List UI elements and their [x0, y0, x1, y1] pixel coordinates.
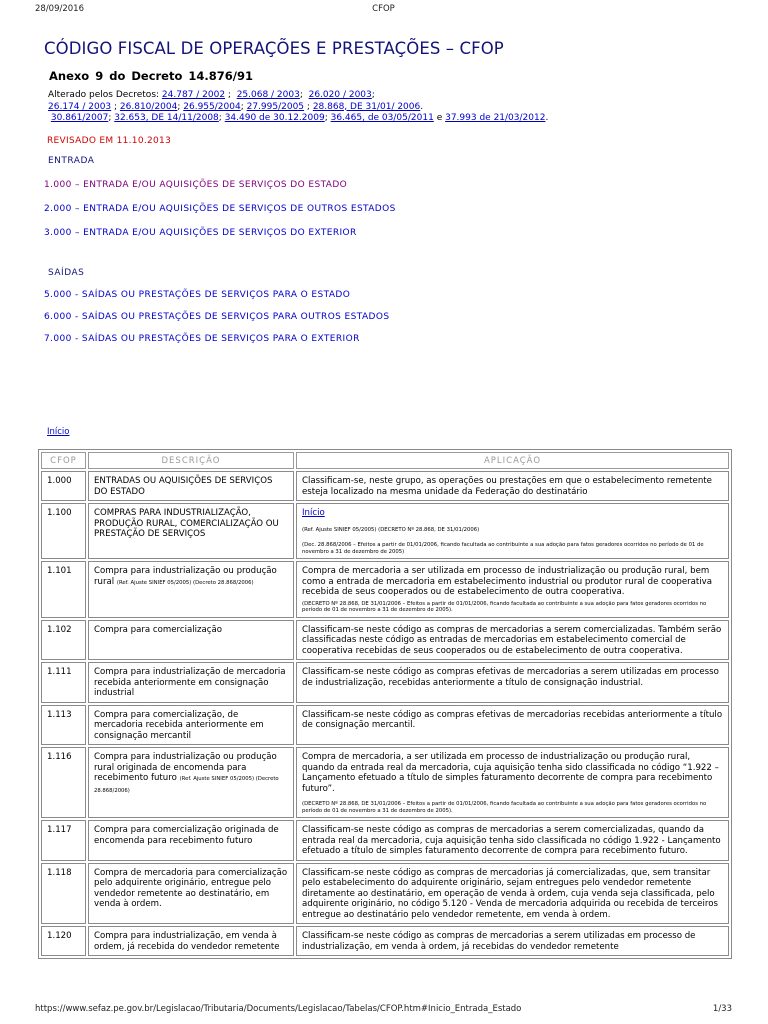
amendments-line-3: 30.861/2007; 32.653, DE 14/11/2008; 34.490 de 30.12.2009; 36.465, de 03/05/2011 e 37.993 de 21/03/2012.: [50, 113, 549, 123]
cfop-code: 1.000: [41, 471, 86, 501]
table-row: [41, 503, 729, 559]
cfop-description: [88, 561, 294, 618]
cfop-application: [296, 503, 729, 559]
annex-line: Anexo 9 do Decreto 14.876/91: [49, 69, 253, 83]
legal-note: (Ref. Ajuste SINIEF 05/2005) (DECRETO Nº 28.868, DE 31/01/2006): [302, 526, 480, 533]
cfop-description: Compra para comercialização: [88, 620, 294, 661]
cfop-code: 1.118: [41, 863, 86, 925]
column-header-cfop: CFOP: [41, 452, 86, 469]
amendment-link[interactable]: 28.868, DE 31/01/ 2006: [312, 101, 421, 112]
cfop-application: Classificam-se, neste grupo, as operações ou prestações em que o estabelecimento remetente esteja localizado na mesma unidade da Federação do destinatário: [296, 471, 729, 501]
cfop-application: Classificam-se neste código as compras efetivas de mercadorias recebidas anteriormente a título de consignação mercantil.: [296, 705, 729, 746]
amendments-block: [48, 90, 738, 125]
document-title: CÓDIGO FISCAL DE OPERAÇÕES E PRESTAÇÕES – CFOP: [44, 39, 504, 58]
cfop-application: Classificam-se neste código as compras de mercadorias a serem utilizadas em processo de industrialização, em venda à ordem, já recebidas do vendedor remetente: [296, 926, 729, 956]
inicio-link[interactable]: Início: [47, 427, 70, 437]
entrada-link-2000: [44, 204, 396, 214]
description-text: Compra para industrialização ou produção rural: [94, 566, 277, 587]
cfop-code: 1.100: [41, 503, 86, 559]
table-row: [41, 820, 729, 861]
amendment-link[interactable]: 30.861/2007: [50, 113, 109, 123]
saidas-link[interactable]: 6.000 - SAÍDAS OU PRESTAÇÕES DE SERVIÇOS PARA OUTROS ESTADOS: [44, 312, 390, 322]
amendment-link[interactable]: 36.465, de 03/05/2011: [330, 113, 434, 123]
print-page-number: 1/33: [712, 1004, 732, 1014]
amendments-line-1: Alterado pelos Decretos: 24.787 / 2002 ; 25.068 / 2003; 26.020 / 2003;: [48, 90, 375, 100]
legal-note: (Ref. Ajuste SINIEF 05/2005) (Decreto 28.868/2006): [116, 579, 254, 586]
print-url: https://www.sefaz.pe.gov.br/Legislacao/Tributaria/Documents/Legislacao/Tabelas/CFOP.htm#Inicio_Entrada_Estado: [35, 1004, 522, 1014]
cfop-code: 1.101: [41, 561, 86, 618]
amendment-link[interactable]: 27.995/2005: [246, 101, 305, 112]
cfop-description: Compra para industrialização de mercadoria recebida anteriormente em consignação industrial: [88, 662, 294, 703]
table-row: [41, 471, 729, 501]
entrada-link[interactable]: 1.000 – ENTRADA E/OU AQUISIÇÕES DE SERVIÇOS DO ESTADO: [44, 180, 348, 190]
amendment-link[interactable]: 25.068 / 2003: [236, 90, 300, 100]
saidas-link[interactable]: 7.000 - SAÍDAS OU PRESTAÇÕES DE SERVIÇOS PARA O EXTERIOR: [44, 334, 360, 344]
amendments-line-2: 26.174 / 2003 ; 26.810/2004; 26.955/2004; 27.995/2005 ; 28.868, DE 31/01/ 2006.: [48, 101, 424, 112]
amendment-link[interactable]: 34.490 de 30.12.2009: [224, 113, 325, 123]
entrada-link[interactable]: 3.000 – ENTRADA E/OU AQUISIÇÕES DE SERVIÇOS DO EXTERIOR: [44, 228, 357, 238]
cfop-description: COMPRAS PARA INDUSTRIALIZAÇÃO, PRODUÇÃO RURAL, COMERCIALIZAÇÃO OU PRESTAÇÃO DE SERVIÇOS: [88, 503, 294, 559]
legal-note: (DECRETO Nº 28.868, DE 31/01/2006 – Efeitos a partir de 01/01/2006, ficando facultada ao contribuinte a sua adoção para fatos geradores ocorridos no período de 01 de novembro a 31 de dezembro de 2005).: [302, 600, 707, 613]
inicio-anchor: [47, 427, 70, 437]
saidas-link-6000: [44, 312, 389, 322]
cfop-application: [296, 561, 729, 618]
cfop-code: 1.116: [41, 747, 86, 818]
entrada-link-3000: [44, 228, 357, 238]
entrada-heading: ENTRADA: [48, 156, 95, 166]
table-row: [41, 561, 729, 618]
cfop-description: Compra para industrialização, em venda à ordem, já recebida do vendedor remetente: [88, 926, 294, 956]
legal-note: (Dec. 28.868/2006 – Efeitos a partir de 01/01/2006, ficando facultada ao contribuinte a sua adoção para fatos geradores ocorridos no período de 01 de novembro a 31 de dezembro de 2005): [302, 542, 704, 555]
print-page-title: CFOP: [372, 4, 395, 14]
amendment-link[interactable]: 26.955/2004: [183, 101, 241, 112]
table-row: [41, 705, 729, 746]
cfop-table: [38, 449, 732, 959]
print-date: 28/09/2016: [35, 4, 84, 14]
cfop-application: Classificam-se neste código as compras de mercadorias a serem comercializadas, quando da entrada real da mercadoria, cuja aquisição tenha sido classificada no código 1.922 - Lançamento efetuado a título de simples faturamento decorrente de compra para recebimento futuro.: [296, 820, 729, 861]
revised-date: REVISADO EM 11.10.2013: [47, 136, 172, 146]
cfop-code: 1.117: [41, 820, 86, 861]
saidas-heading: SAÍDAS: [48, 268, 85, 278]
print-footer: [35, 1004, 732, 1018]
amendment-link[interactable]: 37.993 de 21/03/2012: [445, 113, 546, 123]
cfop-application: Classificam-se neste código as compras efetivas de mercadorias a serem utilizadas em processo de industrialização, recebidas anteriormente a título de consignação industrial.: [296, 662, 729, 703]
amendment-link[interactable]: 32.653, DE 14/11/2008: [114, 113, 219, 123]
description-text: Compra para industrialização ou produção rural originada de encomenda para recebimento futuro: [94, 752, 277, 783]
amendment-link[interactable]: 26.020 / 2003: [308, 90, 372, 100]
inicio-link[interactable]: Início: [302, 508, 325, 518]
application-text: Compra de mercadoria, a ser utilizada em processo de industrialização ou produção rural, quando da entrada real da mercadoria, cuja aquisição tenha sido classificada no código “1.922 – Lançamento efetuado a título de simples faturamento decorrente de compra para recebimento futuro”.: [302, 752, 719, 794]
table-row: [41, 863, 729, 925]
table-row: [41, 926, 729, 956]
amendments-label: Alterado pelos Decretos:: [48, 90, 162, 100]
saidas-link[interactable]: 5.000 - SAÍDAS OU PRESTAÇÕES DE SERVIÇOS PARA O ESTADO: [44, 290, 351, 300]
column-header-descricao: DESCRIÇÃO: [88, 452, 294, 469]
amendment-link[interactable]: 26.174 / 2003: [48, 101, 112, 112]
saidas-link-7000: [44, 334, 360, 344]
cfop-description: [88, 747, 294, 818]
cfop-application: [296, 747, 729, 818]
print-header: [35, 4, 732, 18]
legal-note: (Ref. Ajuste SINIEF 05/2005) (Decreto 28.868/2006): [94, 776, 279, 794]
cfop-application: Classificam-se neste código as compras de mercadorias a serem comercializadas. Também serão classificadas neste código as entradas de mercadorias em estabelecimento comercial de cooperativa recebidas de seus cooperados ou de estabelecimento de outra cooperativa.: [296, 620, 729, 661]
amendment-link[interactable]: 26.810/2004: [119, 101, 178, 112]
entrada-link[interactable]: 2.000 – ENTRADA E/OU AQUISIÇÕES DE SERVIÇOS DE OUTROS ESTADOS: [44, 204, 396, 214]
cfop-code: 1.113: [41, 705, 86, 746]
cfop-description: Compra para comercialização, de mercadoria recebida anteriormente em consignação mercantil: [88, 705, 294, 746]
amendments-conjunction: e: [436, 113, 443, 123]
cfop-description: ENTRADAS OU AQUISIÇÕES DE SERVIÇOS DO ESTADO: [88, 471, 294, 501]
cfop-description: Compra de mercadoria para comercialização pelo adquirente originário, entregue pelo vendedor remetente ao destinatário, em venda à ordem.: [88, 863, 294, 925]
table-header-row: [41, 452, 729, 469]
table-row: [41, 662, 729, 703]
column-header-aplicacao: APLICAÇÃO: [296, 452, 729, 469]
entrada-link-1000: [44, 180, 347, 190]
cfop-code: 1.111: [41, 662, 86, 703]
cfop-code: 1.102: [41, 620, 86, 661]
table-row: [41, 620, 729, 661]
saidas-link-5000: [44, 290, 350, 300]
cfop-application: Classificam-se neste código as compras de mercadorias já comercializadas, que, sem transitar pelo estabelecimento do adquirente originário, sejam entregues pelo vendedor remetente diretamente ao destinatário, em operação de venda à ordem, cuja venda seja classificada, pelo adquirente originário, no código 5.120 - Venda de mercadoria adquirida ou recebida de terceiros entregue ao destinatário pelo vendedor remetente, em venda à ordem.: [296, 863, 729, 925]
legal-note: (DECRETO Nº 28.868, DE 31/01/2006 – Efeitos a partir de 01/01/2006, ficando facultada ao contribuinte a sua adoção para fatos geradores ocorridos no período de 01 de novembro a 31 de dezembro de 2005).: [302, 801, 707, 814]
cfop-description: Compra para comercialização originada de encomenda para recebimento futuro: [88, 820, 294, 861]
cfop-code: 1.120: [41, 926, 86, 956]
application-text: Compra de mercadoria a ser utilizada em processo de industrialização ou produção rural, bem como a entrada de mercadoria em estabelecimento industrial ou produtor rural de cooperativa recebida de seus cooperados ou de estabelecimento de outra cooperativa.: [302, 566, 713, 597]
table-row: [41, 747, 729, 818]
amendment-link[interactable]: 24.787 / 2002: [161, 90, 226, 100]
